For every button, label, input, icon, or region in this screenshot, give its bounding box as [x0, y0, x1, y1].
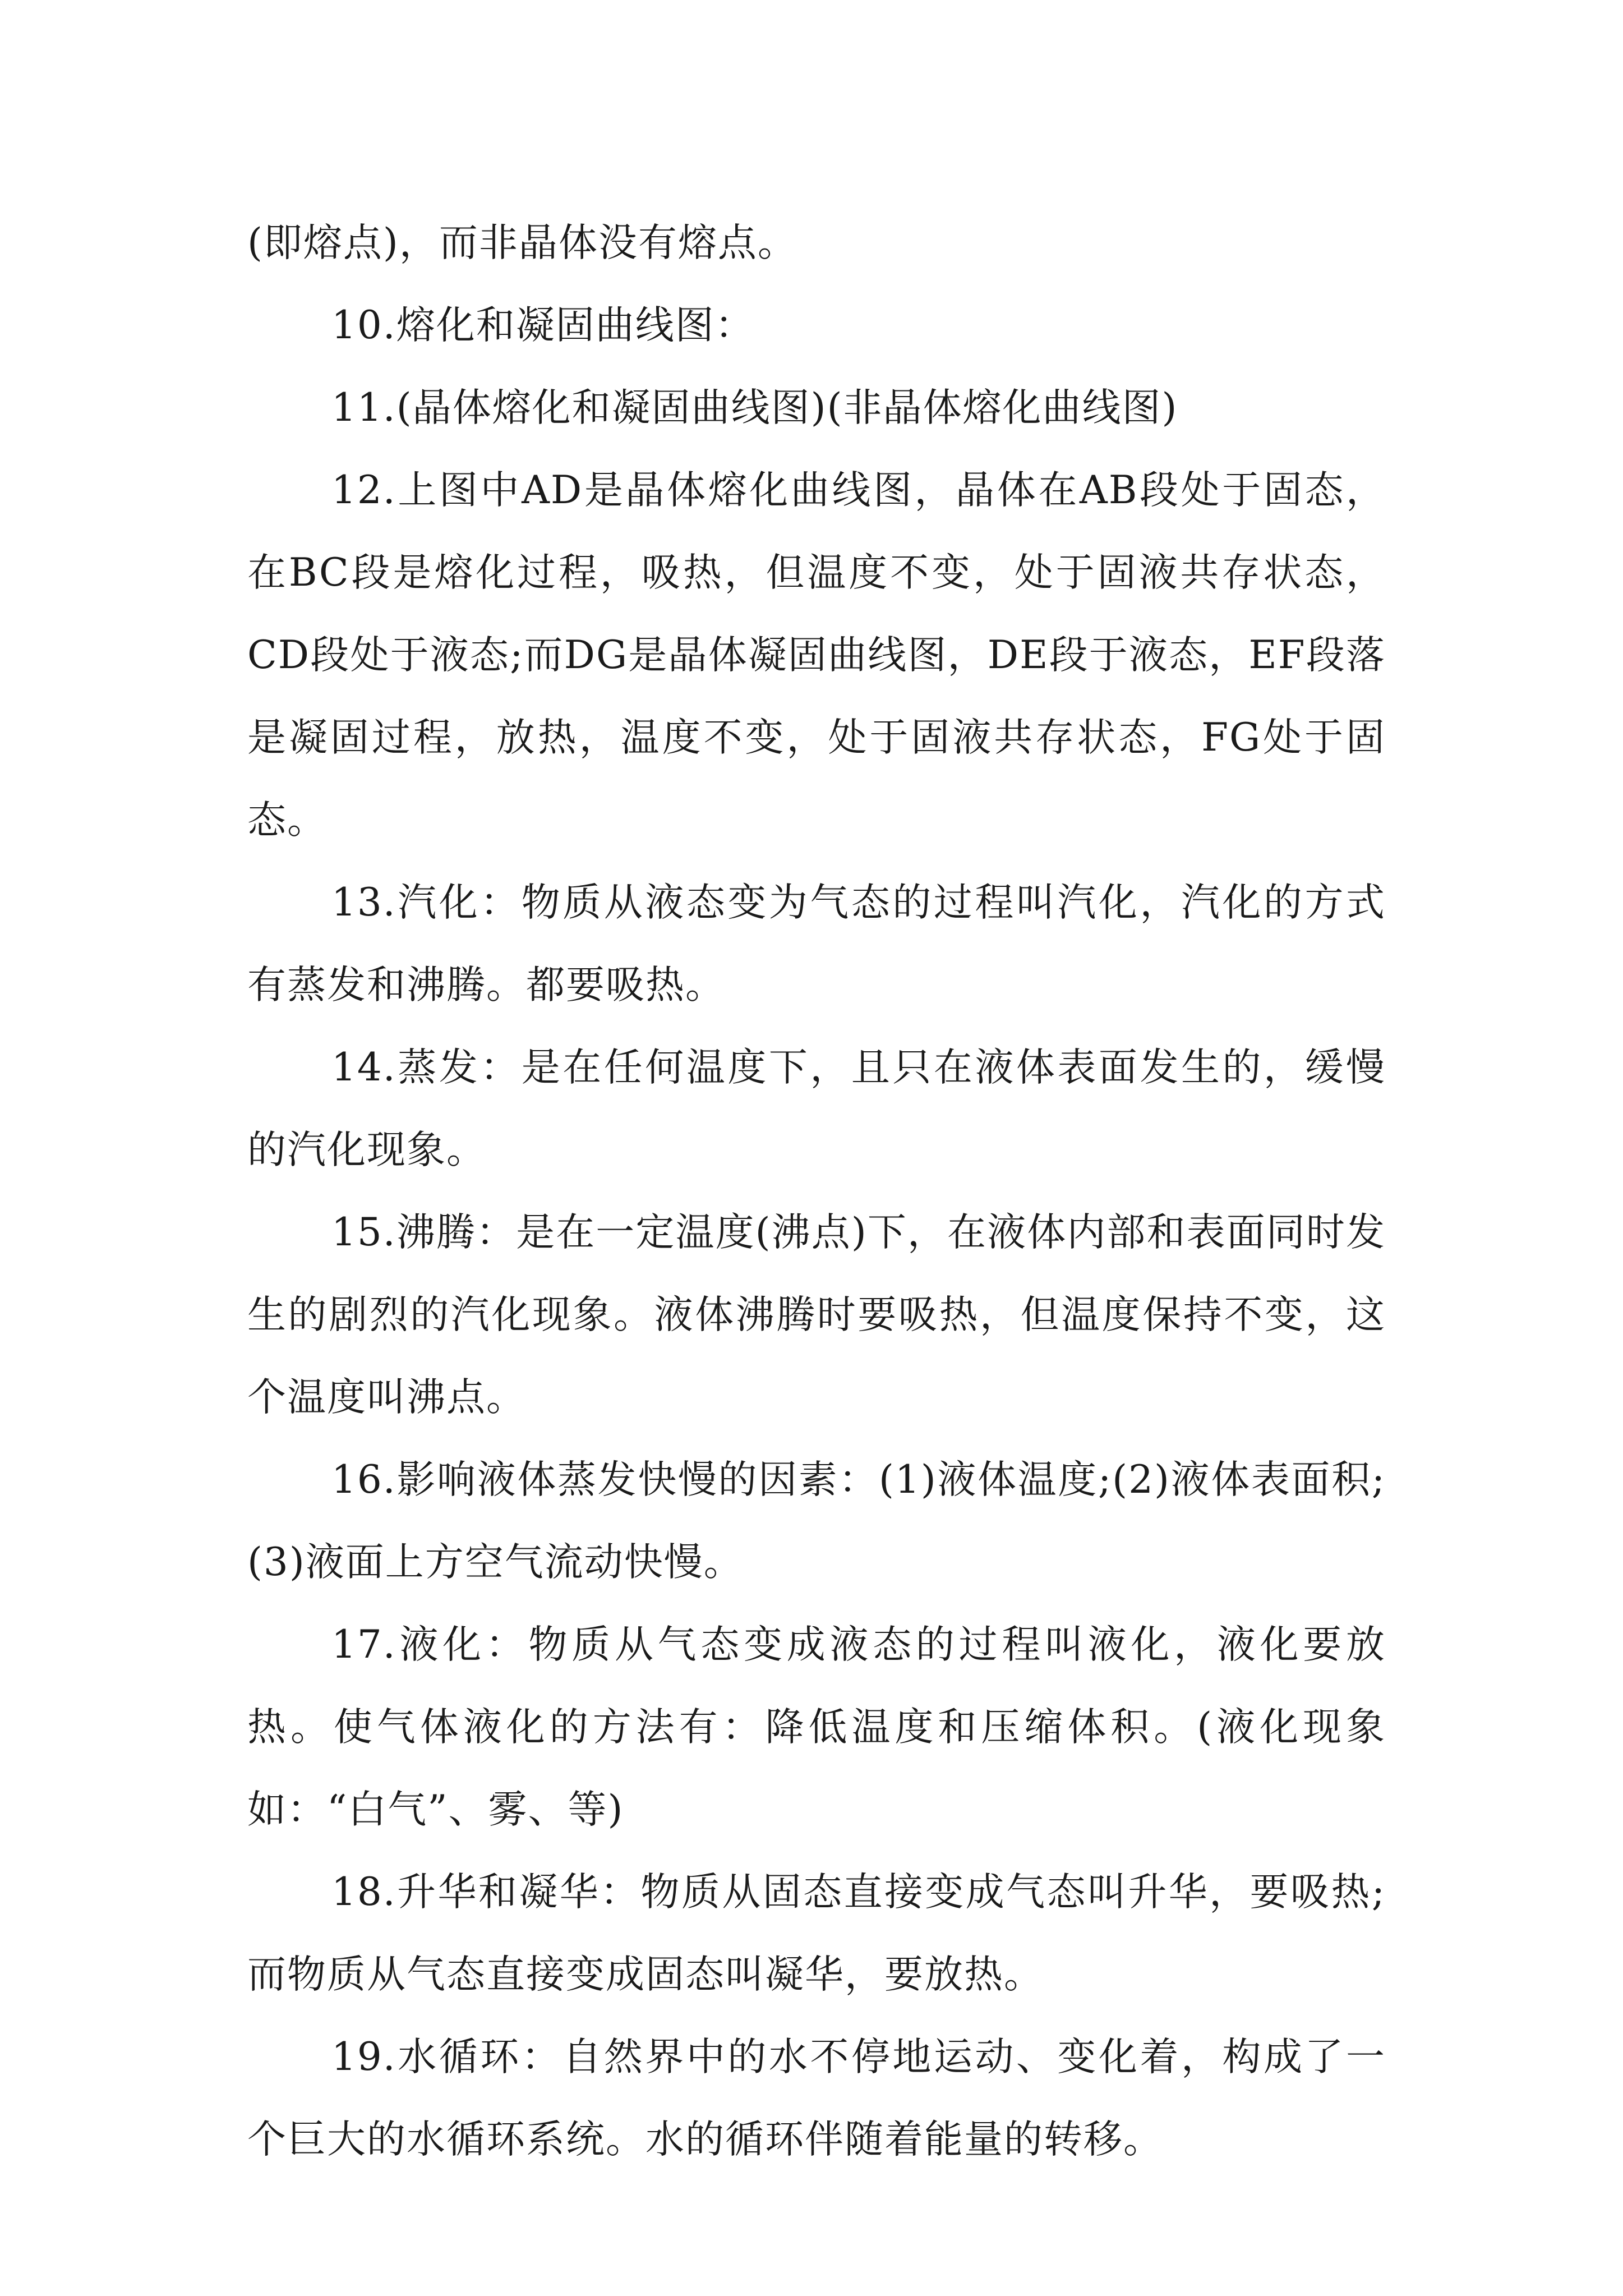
paragraph-item-19: 19.水循环：自然界中的水不停地运动、变化着，构成了一个巨大的水循环系统。水的循环伴随着能量的转移。	[247, 2035, 1386, 2162]
paragraph-item-15: 15.沸腾：是在一定温度(沸点)下，在液体内部和表面同时发生的剧烈的汽化现象。液体沸腾时要吸热，但温度保持不变，这个温度叫沸点。	[247, 1210, 1386, 1420]
paragraph-item-17: 17.液化：物质从气态变成液态的过程叫液化，液化要放热。使气体液化的方法有：降低温度和压缩体积。(液化现象如：“白气”、雾、等)	[247, 1622, 1386, 1832]
paragraph-item-13: 13.汽化：物质从液态变为气态的过程叫汽化，汽化的方式有蒸发和沸腾。都要吸热。	[247, 880, 1386, 1007]
paragraph-item-16: 16.影响液体蒸发快慢的因素：(1)液体温度;(2)液体表面积;(3)液面上方空气流动快慢。	[247, 1457, 1386, 1585]
paragraph-item-11: 11.(晶体熔化和凝固曲线图)(非晶体熔化曲线图)	[331, 385, 1178, 430]
paragraph-continuation: (即熔点)，而非晶体没有熔点。	[247, 220, 797, 265]
paragraph-item-18: 18.升华和凝华：物质从固态直接变成气态叫升华，要吸热;而物质从气态直接变成固态叫凝华，要放热。	[247, 1870, 1386, 1997]
document-body	[247, 202, 1386, 2181]
paragraph-item-10: 10.熔化和凝固曲线图：	[331, 303, 755, 348]
paragraph-item-12: 12.上图中AD是晶体熔化曲线图，晶体在AB段处于固态，在BC段是熔化过程，吸热，但温度不变，处于固液共存状态，CD段处于液态;而DG是晶体凝固曲线图，DE段于液态，EF段落是凝固过程，放热，温度不变，处于固液共存状态，FG处于固态。	[247, 468, 1386, 843]
paragraph-item-14: 14.蒸发：是在任何温度下，且只在液体表面发生的，缓慢的汽化现象。	[247, 1045, 1386, 1172]
